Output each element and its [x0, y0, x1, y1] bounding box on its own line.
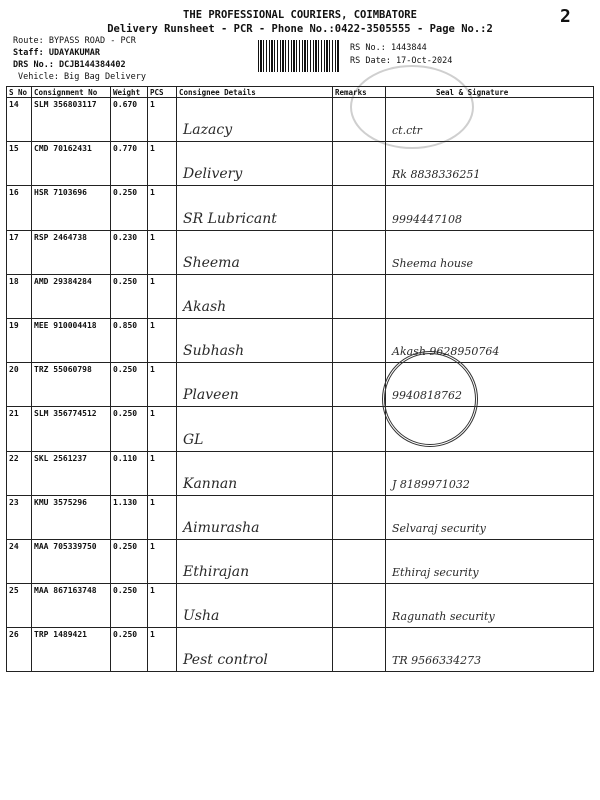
row-pcs: 1	[148, 98, 177, 142]
col-pcs: PCS	[148, 87, 177, 98]
table-row	[7, 142, 594, 186]
row-consignee: Aimurasha	[177, 495, 333, 539]
company-seal-stamp	[382, 351, 478, 447]
table-row	[7, 451, 594, 495]
row-remarks	[333, 628, 386, 672]
table-row	[7, 186, 594, 230]
row-pcs: 1	[148, 142, 177, 186]
row-signature: Ethiraj security	[386, 539, 594, 583]
row-consignment: HSR 7103696	[32, 186, 111, 230]
row-remarks	[333, 451, 386, 495]
row-consignee: Kannan	[177, 451, 333, 495]
table-row	[7, 539, 594, 583]
row-weight: 0.250	[111, 186, 148, 230]
row-remarks	[333, 584, 386, 628]
row-consignee: Delivery	[177, 142, 333, 186]
table-row	[7, 230, 594, 274]
row-sno: 14	[7, 98, 32, 142]
drs-number: DRS No.: DCJB144384402	[13, 60, 126, 70]
row-consignment: TRZ 55060798	[32, 363, 111, 407]
row-weight: 0.250	[111, 628, 148, 672]
row-consignee: Pest control	[177, 628, 333, 672]
row-consignment: MEE 910004418	[32, 318, 111, 362]
row-consignment: SLM 356774512	[32, 407, 111, 451]
row-pcs: 1	[148, 539, 177, 583]
route-text: Route: BYPASS ROAD - PCR	[13, 36, 136, 46]
row-consignee: Lazacy	[177, 98, 333, 142]
row-pcs: 1	[148, 628, 177, 672]
staff-text: Staff: UDAYAKUMAR	[13, 48, 100, 58]
table-row	[7, 407, 594, 451]
row-pcs: 1	[148, 318, 177, 362]
row-weight: 1.130	[111, 495, 148, 539]
row-remarks	[333, 318, 386, 362]
col-weight: Weight	[111, 87, 148, 98]
row-consignee: Usha	[177, 584, 333, 628]
table-row	[7, 363, 594, 407]
company-title: THE PROFESSIONAL COURIERS, COIMBATORE	[183, 9, 417, 21]
row-sno: 26	[7, 628, 32, 672]
row-signature: Selvaraj security	[386, 495, 594, 539]
row-pcs: 1	[148, 584, 177, 628]
row-pcs: 1	[148, 407, 177, 451]
table-header-row	[7, 87, 594, 98]
row-weight: 0.230	[111, 230, 148, 274]
row-signature: Sheema house	[386, 230, 594, 274]
row-consignment: MAA 705339750	[32, 539, 111, 583]
row-pcs: 1	[148, 495, 177, 539]
runsheet-title: Delivery Runsheet - PCR - Phone No.:0422-3505555 - Page No.:2	[107, 23, 493, 35]
row-signature: Rk 8838336251	[386, 142, 594, 186]
row-remarks	[333, 142, 386, 186]
row-consignee: Plaveen	[177, 363, 333, 407]
row-sno: 25	[7, 584, 32, 628]
row-pcs: 1	[148, 363, 177, 407]
row-consignee: SR Lubricant	[177, 186, 333, 230]
row-signature: 9994447108	[386, 186, 594, 230]
row-signature	[386, 274, 594, 318]
row-weight: 0.250	[111, 539, 148, 583]
table-row	[7, 274, 594, 318]
table-row	[7, 584, 594, 628]
row-signature: J 8189971032	[386, 451, 594, 495]
row-weight: 0.110	[111, 451, 148, 495]
row-consignee: Subhash	[177, 318, 333, 362]
row-remarks	[333, 186, 386, 230]
row-weight: 0.250	[111, 407, 148, 451]
row-consignment: SLM 356803117	[32, 98, 111, 142]
runsheet-table	[6, 86, 594, 672]
table-row	[7, 628, 594, 672]
row-weight: 0.850	[111, 318, 148, 362]
row-pcs: 1	[148, 451, 177, 495]
row-signature: Ragunath security	[386, 584, 594, 628]
row-weight: 0.670	[111, 98, 148, 142]
col-consignee: Consignee Details	[177, 87, 333, 98]
row-consignee: Ethirajan	[177, 539, 333, 583]
row-sno: 22	[7, 451, 32, 495]
row-pcs: 1	[148, 230, 177, 274]
row-remarks	[333, 495, 386, 539]
row-weight: 0.770	[111, 142, 148, 186]
row-remarks	[333, 363, 386, 407]
col-seal-signature: Seal & Signature	[386, 87, 594, 98]
row-consignment: KMU 3575296	[32, 495, 111, 539]
table-row	[7, 495, 594, 539]
page-handwritten-mark: 2	[560, 6, 571, 27]
row-sno: 15	[7, 142, 32, 186]
row-consignment: CMD 70162431	[32, 142, 111, 186]
row-sno: 18	[7, 274, 32, 318]
table-row	[7, 98, 594, 142]
row-weight: 0.250	[111, 274, 148, 318]
row-consignment: TRP 1489421	[32, 628, 111, 672]
rs-date: RS Date: 17-Oct-2024	[350, 56, 453, 66]
row-sno: 23	[7, 495, 32, 539]
col-consignment: Consignment No	[32, 87, 111, 98]
col-remarks: Remarks	[333, 87, 386, 98]
row-signature: TR 9566334273	[386, 628, 594, 672]
row-consignment: SKL 2561237	[32, 451, 111, 495]
table-row	[7, 318, 594, 362]
row-consignment: AMD 29384284	[32, 274, 111, 318]
row-pcs: 1	[148, 274, 177, 318]
row-remarks	[333, 539, 386, 583]
row-weight: 0.250	[111, 584, 148, 628]
row-remarks	[333, 274, 386, 318]
row-signature: 9940818762	[386, 363, 594, 407]
row-signature: ct.ctr	[386, 98, 594, 142]
row-sno: 16	[7, 186, 32, 230]
row-sno: 19	[7, 318, 32, 362]
row-pcs: 1	[148, 186, 177, 230]
row-remarks	[333, 230, 386, 274]
rs-number: RS No.: 1443844	[350, 43, 427, 53]
vehicle-text: Vehicle: Big Bag Delivery	[18, 72, 146, 82]
row-remarks	[333, 407, 386, 451]
row-sno: 21	[7, 407, 32, 451]
row-sno: 24	[7, 539, 32, 583]
row-consignee: GL	[177, 407, 333, 451]
col-sno: S No	[7, 87, 32, 98]
row-weight: 0.250	[111, 363, 148, 407]
row-remarks	[333, 98, 386, 142]
row-consignee: Akash	[177, 274, 333, 318]
row-consignment: RSP 2464738	[32, 230, 111, 274]
row-consignment: MAA 867163748	[32, 584, 111, 628]
row-sno: 17	[7, 230, 32, 274]
barcode-image	[258, 40, 340, 72]
row-signature: Akash 9628950764	[386, 318, 594, 362]
row-sno: 20	[7, 363, 32, 407]
row-consignee: Sheema	[177, 230, 333, 274]
